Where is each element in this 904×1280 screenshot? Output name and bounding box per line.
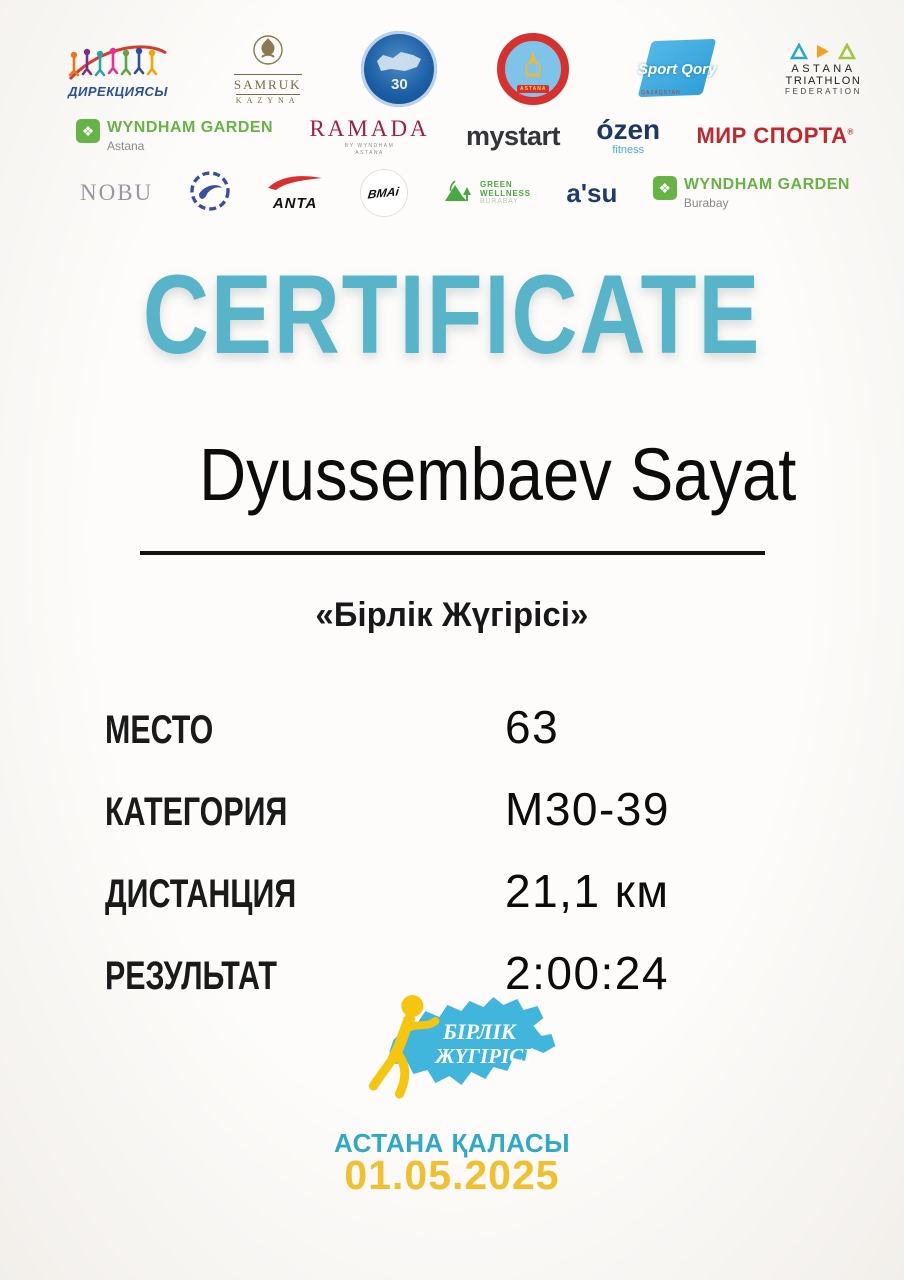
footer-date: 01.05.2025 (344, 1152, 560, 1198)
category-label: КАТЕГОРИЯ (105, 790, 288, 834)
running-people-icon (62, 39, 174, 88)
event-name: «Бірлік Жүгірісі» (315, 596, 589, 634)
place-value: 63 (505, 701, 560, 753)
bmai-label: BMAi (367, 184, 400, 202)
footer-city: АСТАНА ҚАЛАСЫ (333, 1128, 571, 1158)
wyndham-burabay-label: WYNDHAM GARDEN (683, 176, 850, 193)
burabay-label: BURABAY (480, 198, 519, 206)
category-value: M30-39 (505, 783, 670, 835)
logo-ramada (309, 116, 429, 156)
distance-value: 21,1 км (505, 865, 670, 917)
triathlon-triangles-icon (790, 43, 856, 60)
ozen-label: ózen (596, 114, 661, 145)
wyndham-diamond-icon: ❖ (76, 119, 100, 143)
wyndham-burabay-sub: Burabay (683, 196, 729, 210)
ramada-label: RAMADA (309, 116, 430, 141)
ramada-astana-label: ASTANA (355, 150, 384, 156)
logo-sport-qory (629, 40, 725, 98)
logo-asu (566, 178, 617, 209)
triathlon-astana-label: ASTANA (791, 62, 856, 75)
nobu-label: NOBU (80, 180, 154, 205)
logo-nobu (80, 180, 153, 206)
wyndham-astana-label: WYNDHAM GARDEN (107, 119, 274, 136)
samruk-label: SAMRUK (234, 74, 302, 93)
sport-qory-sub-label: QAZAQSTAN (641, 90, 681, 96)
triathlon-label: TRIATHLON (785, 74, 862, 87)
wellness-label: WELLNESS (480, 188, 531, 198)
event-logo (355, 986, 565, 1117)
logo-wyndham-garden-astana (76, 119, 273, 153)
logo-samruk-kazyna (234, 33, 302, 105)
logo-ozen-fitness (596, 116, 660, 156)
event-logo-text-line1: БІРЛІК (442, 1019, 516, 1044)
logo-astana-city (497, 33, 569, 105)
anniversary-30-emblem-icon (361, 31, 437, 107)
result-row-place (0, 700, 904, 764)
joma-badge-icon (189, 170, 231, 217)
samruk-emblem-icon (251, 33, 285, 72)
certificate-title: CERTIFICATE (142, 252, 762, 377)
logo-astana-triathlon (785, 43, 862, 96)
sport-qory-label: Sport Qory (637, 60, 717, 78)
ozen-fitness-label: fitness (612, 144, 645, 156)
kazyna-label: KAZYNA (235, 96, 300, 105)
logo-bmai (360, 169, 408, 217)
result-value: 2:00:24 (505, 947, 669, 999)
anta-label: ANTA (272, 195, 318, 212)
sponsor-row-3 (80, 166, 850, 220)
wyndham-astana-sub: Astana (107, 139, 145, 153)
mystart-label: mystart (466, 120, 561, 151)
distance-label: ДИСТАНЦИЯ (105, 872, 297, 916)
logo-sport-directorate (62, 39, 174, 99)
logo-wyndham-garden-burabay (653, 176, 850, 210)
event-logo-text-line2: ЖҮГІРІСІ (435, 1044, 532, 1068)
green-label: GREEN (480, 179, 513, 189)
logo-anta (266, 174, 324, 212)
astana-city-emblem-icon (497, 33, 569, 105)
sponsor-row-2 (76, 106, 854, 166)
green-wellness-mountain-icon (443, 177, 475, 210)
mir-sporta-label: МИР СПОРТА® (696, 123, 854, 148)
result-row-category (0, 782, 904, 846)
logo-mystart (466, 121, 560, 152)
astana-ribbon-label: ASTANA (517, 85, 549, 93)
logo-mir-sporta (696, 123, 853, 149)
anniversary-30-number: 30 (391, 76, 408, 93)
recipient-name: Dyussembaev Sayat (199, 433, 797, 516)
anta-swoosh-icon (266, 174, 324, 197)
logo-qazaqstan-30 (361, 31, 437, 107)
result-row-distance (0, 864, 904, 928)
sponsor-row-1 (62, 24, 862, 114)
ramada-by-wyndham-label: BY WYNDHAM (344, 143, 395, 149)
asu-label: a'su (566, 177, 618, 208)
logo-green-wellness (443, 177, 531, 210)
wyndham-diamond-icon: ❖ (653, 176, 677, 200)
logo-joma (189, 170, 231, 217)
result-label: РЕЗУЛЬТАТ (105, 954, 277, 998)
name-underline (140, 551, 765, 555)
triathlon-federation-label: FEDERATION (785, 86, 862, 96)
place-label: МЕСТО (105, 708, 214, 752)
sport-directorate-label: ДИРЕКЦИЯСЫ (68, 84, 168, 99)
